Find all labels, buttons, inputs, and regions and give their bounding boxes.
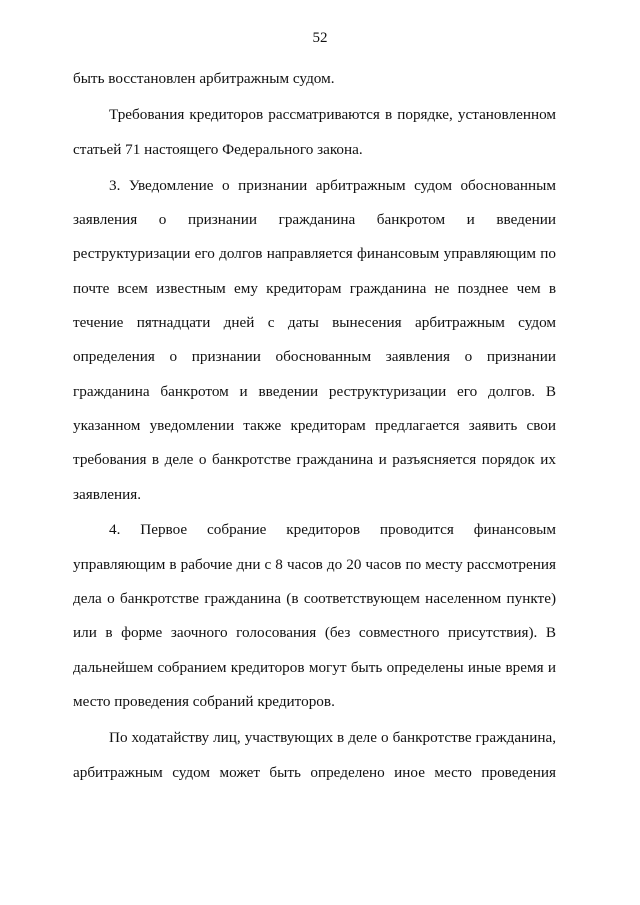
page-number: 52 <box>312 30 328 46</box>
text-line-1: быть восстановлен арбитражным судом. <box>73 70 335 87</box>
text-line-18: дальнейшем собранием кредиторов могут быть определены иные время и <box>73 659 556 676</box>
text-line-12: требования в деле о банкротстве гражданина и разъясняется порядок их <box>73 451 556 468</box>
text-line-5: заявления о признании гражданина банкротом и введении <box>73 211 556 228</box>
text-line-10: гражданина банкротом и введении реструктуризации его долгов. В <box>73 383 556 400</box>
text-line-21: арбитражным судом может быть определено иное место проведения <box>73 764 556 781</box>
text-line-2: Требования кредиторов рассматриваются в порядке, установленном <box>109 106 556 123</box>
text-line-13: заявления. <box>73 486 142 503</box>
text-line-15: управляющим в рабочие дни с 8 часов до 20 часов по месту рассмотрения <box>73 556 556 573</box>
text-line-7: почте всем известным ему кредиторам гражданина не позднее чем в <box>73 280 556 297</box>
text-line-14: 4. Первое собрание кредиторов проводится финансовым <box>109 521 556 538</box>
text-line-8: течение пятнадцати дней с даты вынесения арбитражным судом <box>73 314 556 331</box>
text-line-4: 3. Уведомление о признании арбитражным судом обоснованным <box>109 177 556 194</box>
text-line-20: По ходатайству лиц, участвующих в деле о банкротстве гражданина, <box>109 729 556 746</box>
text-line-6: реструктуризации его долгов направляется финансовым управляющим по <box>73 245 556 262</box>
text-line-17: или в форме заочного голосования (без совместного присутствия). В <box>73 624 556 641</box>
text-line-3: статьей 71 настоящего Федерального закона. <box>73 141 363 158</box>
text-line-9: определения о признании обоснованным заявления о признании <box>73 348 556 365</box>
text-line-11: указанном уведомлении также кредиторам предлагается заявить свои <box>73 417 556 434</box>
text-line-16: дела о банкротстве гражданина (в соответствующем населенном пункте) <box>73 590 556 607</box>
text-line-19: место проведения собраний кредиторов. <box>73 693 335 710</box>
